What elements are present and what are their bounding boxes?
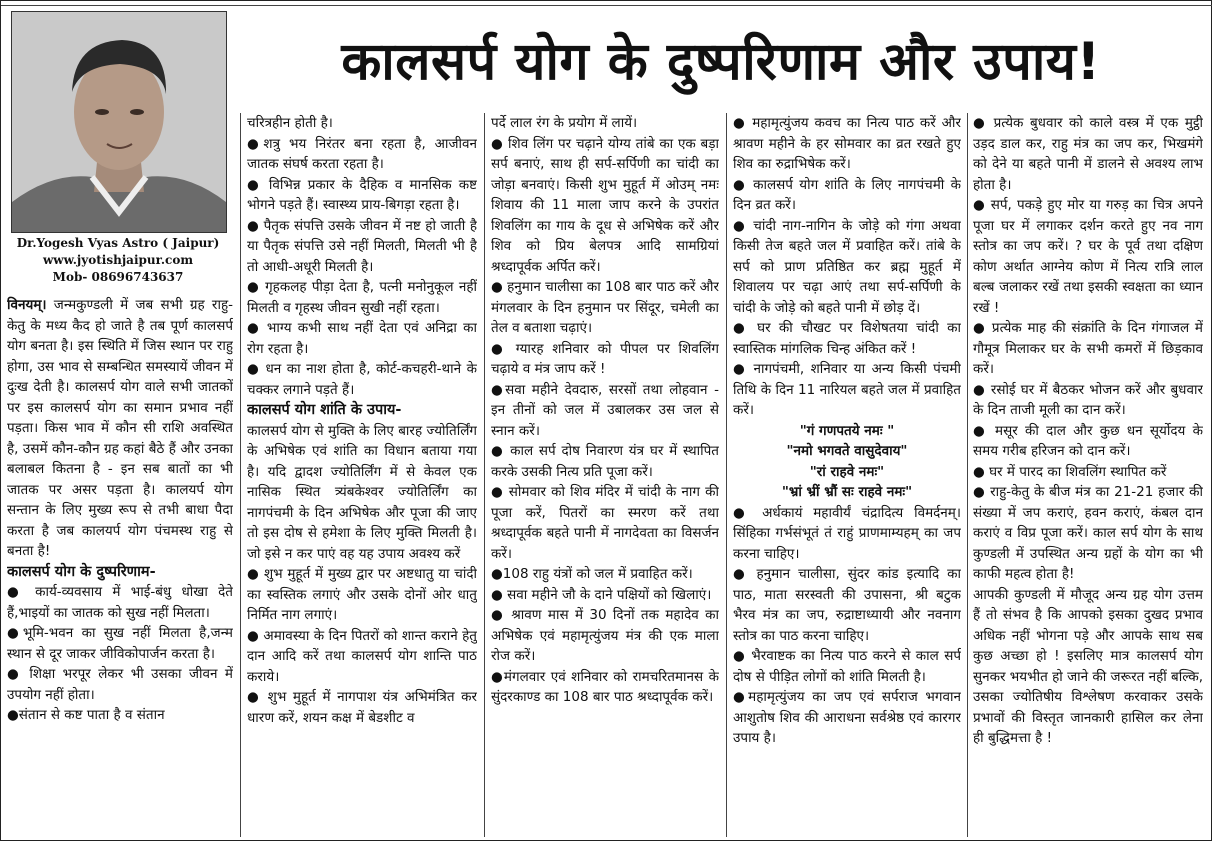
article-paragraph: ● गृहकलह पीड़ा देता है, पत्नी मनोनुकूल नहीं मिलती व गृहस्थ जीवन सुखी नहीं रहता। [247, 279, 477, 316]
article-paragraph: ●मंगलवार एवं शनिवार को रामचरितमानस के सुंदरकाण्ड का 108 बार पाठ श्रध्दापूर्वक करें। [491, 668, 719, 705]
article-paragraph: ● अर्धकायं महावीर्यं चंद्रादित्य विमर्दनम्। सिंहिका गर्भसंभूतं तं राहुं प्राणमाम्यहम् का जप करना चाहिए। [733, 504, 961, 562]
article-paragraph: ● भैरवाष्टक का नित्य पाठ करने से काल सर्प दोष से पीड़ित लोगों को शांति मिलती है। [733, 648, 961, 685]
article-paragraph: ● रसोई घर में बैठकर भोजन करें और बुधवार के दिन ताजी मूली का दान करें। [973, 381, 1203, 418]
article-paragraph: चरित्रहीन होती है। [247, 115, 333, 131]
author-photo [11, 11, 227, 233]
article-paragraph: आपकी कुण्डली में मौजूद अन्य ग्रह योग उत्तम हैं तो संभव है कि आपको इसका दुखद प्रभाव अधिक नहीं भोगना पड़े और आपके साथ सब कुछ अच्छा हो ! इसलिए मात्र कालसर्प योग सुनकर भयभीत हो जाने की जरूरत नहीं बल्कि, उसका ज्योतिषीय विश्लेषण करवाकर उसके प्रभावों की विस्तृत जानकारी हासिल कर लेना ही बुद्धिमत्ता है ! [973, 586, 1203, 746]
article-paragraph: ● घर में पारद का शिवलिंग स्थापित करें [973, 463, 1167, 480]
section-heading: कालसर्प योग शांति के उपाय- [247, 402, 402, 418]
article-paragraph: ● कालसर्प योग शांति के लिए नागपंचमी के दिन व्रत करें। [733, 176, 961, 213]
article-paragraph: ● शिक्षा भरपूर लेकर भी उसका जीवन में उपयोग नहीं होता। [7, 666, 233, 703]
mantra-line: "रां राहवे नमः" [809, 463, 885, 480]
column-divider [967, 113, 968, 837]
author-website[interactable]: www.jyotishjaipur.com [42, 253, 194, 267]
column-divider [484, 113, 485, 837]
article-column-4 [733, 113, 961, 837]
intro-lead-word: विनयम्। [7, 297, 47, 313]
mantra-line: "भ्रां भ्रीं भ्रौं सः राहवे नमः" [781, 484, 913, 500]
article-paragraph: ● सर्प, पकड़े हुए मोर या गरुड़ का चित्र अपने पूजा घर में लगाकर दर्शन करते हुए नव नाग स्तोत्र का जप करें। ? घर के पूर्व तथा दक्षिण कोण अर्थात आग्नेय कोण में नित्य रात्रि लाल बल्ब जलाकर रखें तथा इसकी स्वक्षता का ध्यान रखें ! [973, 197, 1203, 316]
person-portrait-icon [12, 12, 226, 232]
author-name: Dr.Yogesh Vyas Astro ( Jaipur) [16, 236, 220, 250]
article-paragraph: ● नागपंचमी, शनिवार या अन्य किसी पंचमी तिथि के दिन 11 नारियल बहते जल में प्रवाहित करें। [733, 361, 961, 418]
article-paragraph: पर्दे लाल रंग के प्रयोग में लायें। [491, 115, 638, 131]
article-paragraph: ● प्रत्येक माह की संक्रांति के दिन गंगाजल में गौमूत्र मिलाकर घर के सभी कमरों में छिड़काव करें। [973, 320, 1203, 377]
intro-paragraph [7, 295, 233, 562]
article-paragraph: ● शुभ मुहूर्त में नागपाश यंत्र अभिमंत्रित कर धारण करें, शयन कक्ष में बेडशीट व [247, 689, 477, 726]
article-paragraph: ● महामृत्युंजय कवच का नित्य पाठ करें और श्रावण महीने के हर सोमवार का व्रत रखते हुए शिव का रुद्राभिषेक करें। [733, 115, 961, 172]
article-paragraph: ● भाग्य कभी साथ नहीं देता एवं अनिद्रा का रोग रहता है। [247, 320, 477, 357]
article-paragraph: ● शिव लिंग पर चढ़ाने योग्य तांबे का एक बड़ा सर्प बनाएं, साथ ही सर्प-सर्पिणी का चांदी का जोड़ा बनवाएं। किसी शुभ मुहूर्त में ओउम् नमः शिवाय की 11 माला जाप करने के उपरांत शिवलिंग का गाय के दूध से अभिषेक करें और शिव को प्रिय बेलपत्र आदि सामग्रियां श्रध्दापूर्वक अर्पित करें। [491, 135, 719, 275]
article-paragraph: ● राहु-केतु के बीज मंत्र का 21-21 हजार की संख्या में जप कराएं, हवन कराएं, कंबल दान कराएं व विप्र पूजा करें। काल सर्प योग के साथ कुण्डली में उपस्थित अन्य ग्रहों के योग का भी काफी महत्व होता है! [973, 484, 1203, 582]
article-paragraph: ● प्रत्येक बुधवार को काले वस्त्र में एक मुट्ठी उड़द डाल कर, राहु मंत्र का जप कर, भिखमंगे को देने या बहते पानी में डालने से अवश्य लाभ होता है। [973, 115, 1203, 193]
page-title: कालसर्प योग के दुष्परिणाम और उपाय! [341, 32, 1101, 92]
article-paragraph: ● घर की चौखट पर विशेषतया चांदी का स्वास्तिक मांगलिक चिन्ह अंकित करें ! [733, 320, 961, 357]
article-paragraph: ● पैतृक संपत्ति उसके जीवन में नष्ट हो जाती है या पैतृक संपत्ति उसे नहीं मिलती, मिलती भी है तो आधी-अधूरी मिलती है। [247, 217, 477, 275]
intro-text: जन्मकुण्डली में जब सभी ग्रह राहु-केतु के मध्य कैद हो जाते है तब पूर्ण कालसर्प योग बनता है। इस स्थिति में जिस स्थान पर राहु होगा, उस भाव से सम्बन्धित समस्यायें जीवन में दुःख देती है। कालसर्प योग वाले सभी जातकों पर इस कालसर्प योग का समान प्रभाव नहीं पड़ता। किस भाव में कौन सी राशि अवस्थित है, उसमें कौन-कौन ग्रह कहां बैठे हैं और उनका बलाबल कितना है - इन सब बातों का भी जातक पर असर पड़ता है। कालयर्प योग सन्तान के लिए मुख्य रूप से तभी बाधा पैदा करता है जब कालयर्प योग पंचमस्थ राहु से बनता है! [7, 297, 233, 559]
article-paragraph: ●भूमि-भवन का सुख नहीं मिलता है,जन्म स्थान से दूर जाकर जीविकोपार्जन करता है। [7, 625, 233, 662]
article-paragraph: ● सवा महीने जौ के दाने पक्षियों को खिलाएं। [491, 586, 712, 603]
column-divider [240, 113, 241, 837]
article-column-5 [973, 113, 1203, 837]
article-column-2 [247, 113, 477, 837]
article-paragraph: ● हनुमान चालीसा, सुंदर कांड इत्यादि का पाठ, माता सरस्वती की उपासना, श्री बटुक भैरव मंत्र का जप, रुद्राष्टाध्यायी और नवनाग स्तोत्र का पाठ करना चाहिए। [733, 566, 961, 644]
article-column-1 [7, 295, 233, 837]
article-paragraph: ● विभिन्न प्रकार के दैहिक व मानसिक कष्ट भोगने पड़ते हैं। स्वास्थ्य प्राय-बिगड़ा रहता है। [247, 176, 477, 213]
article-paragraph: ● शुभ मुहूर्त में मुख्य द्वार पर अष्टधातु या चांदी का स्वस्तिक लगाएं और उसके दोनों ओर धातु निर्मित नाग लगाएं। [247, 566, 477, 623]
author-mobile: Mob- 08696743637 [52, 270, 184, 284]
article-paragraph: ● मसूर की दाल और कुछ धन सूर्योदय के समय गरीब हरिजन को दान करें। [973, 422, 1203, 459]
article-paragraph: ●108 राहु यंत्रों को जल में प्रवाहित करें। [491, 566, 693, 582]
column-divider [726, 113, 727, 837]
article-paragraph: ● सोमवार को शिव मंदिर में चांदी के नाग की पूजा करें, पितरों का स्मरण करें तथा श्रध्दापूर्वक बहते पानी में नागदेवता का विसर्जन करें। [491, 484, 719, 562]
mantra-line: "गं गणपतये नमः " [799, 422, 895, 439]
author-caption [11, 235, 225, 286]
article-paragraph: ● ग्यारह शनिवार को पीपल पर शिवलिंग चढ़ाये व मंत्र जाप करें ! [491, 340, 719, 377]
article-paragraph: ● हनुमान चालीसा का 108 बार पाठ करें और मंगलवार के दिन हनुमान पर सिंदूर, चमेली का तेल व बताशा चढ़ाएं। [491, 279, 719, 336]
article-paragraph: ● धन का नाश होता है, कोर्ट-कचहरी-थाने के चक्कर लगाने पड़ते हैं। [247, 361, 477, 398]
article-paragraph: ● काल सर्प दोष निवारण यंत्र घर में स्थापित करके उसकी नित्य प्रति पूजा करें। [491, 443, 719, 480]
article-paragraph: ●संतान से कष्ट पाता है व संतान [7, 707, 165, 723]
mantra-line: "नमो भगवते वासुदेवाय" [786, 443, 908, 459]
section-heading: कालसर्प योग के दुष्परिणाम- [7, 563, 156, 580]
top-border [1, 1, 1212, 6]
article-paragraph: कालसर्प योग से मुक्ति के लिए बारह ज्योतिर्लिंग के अभिषेक एवं शांति का विधान बताया गया है। यदि द्वादश ज्योतिर्लिंग में से केवल एक नासिक स्थित त्र्यंबकेश्वर ज्योतिर्लिंग का नागपंचमी के दिन अभिषेक और पूजा की जाए तो इस दोष से हमेशा के लिए मुक्ति मिलती है। जो इसे न कर पाएं वह यह उपाय अवश्य करें [247, 422, 477, 562]
article-paragraph: ● कार्य-व्यवसाय में भाई-बंधु धोखा देते हैं,भाइयों का जातक को सुख नहीं मिलता। [7, 584, 233, 621]
article-paragraph: ●सवा महीने देवदारु, सरसों तथा लोहवान - इन तीनों को जल में उबालकर उस जल से स्नान करें। [491, 381, 719, 439]
article-paragraph: ●महामृत्युंजय का जप एवं सर्पराज भगवान आशुतोष शिव की आराधना सर्वश्रेष्ठ एवं कारगर उपाय है। [733, 689, 961, 746]
article-column-3 [491, 113, 719, 837]
article-paragraph: ●शत्रु भय निरंतर बना रहता है, आजीवन जातक संघर्ष करता रहता है। [247, 135, 477, 172]
article-paragraph: ● चांदी नाग-नागिन के जोड़े को गंगा अथवा किसी तेज बहते जल में प्रवाहित करें। तांबे के सर्प को प्राण प्रतिष्ठित कर ब्रह्म मुहूर्त में शिवालय पर चढ़ा आएं तथा सर्प-सर्पिणी के चांदी के जोड़े को बहते पानी में छोड़ दें। [733, 217, 961, 316]
article-paragraph: ● श्रावण मास में 30 दिनों तक महादेव का अभिषेक एवं महामृत्युंजय मंत्र की एक माला रोज करें। [491, 607, 719, 664]
article-paragraph: ● अमावस्या के दिन पितरों को शान्त कराने हेतु दान आदि करें तथा कालसर्प योग शान्ति पाठ कराये। [247, 627, 477, 685]
